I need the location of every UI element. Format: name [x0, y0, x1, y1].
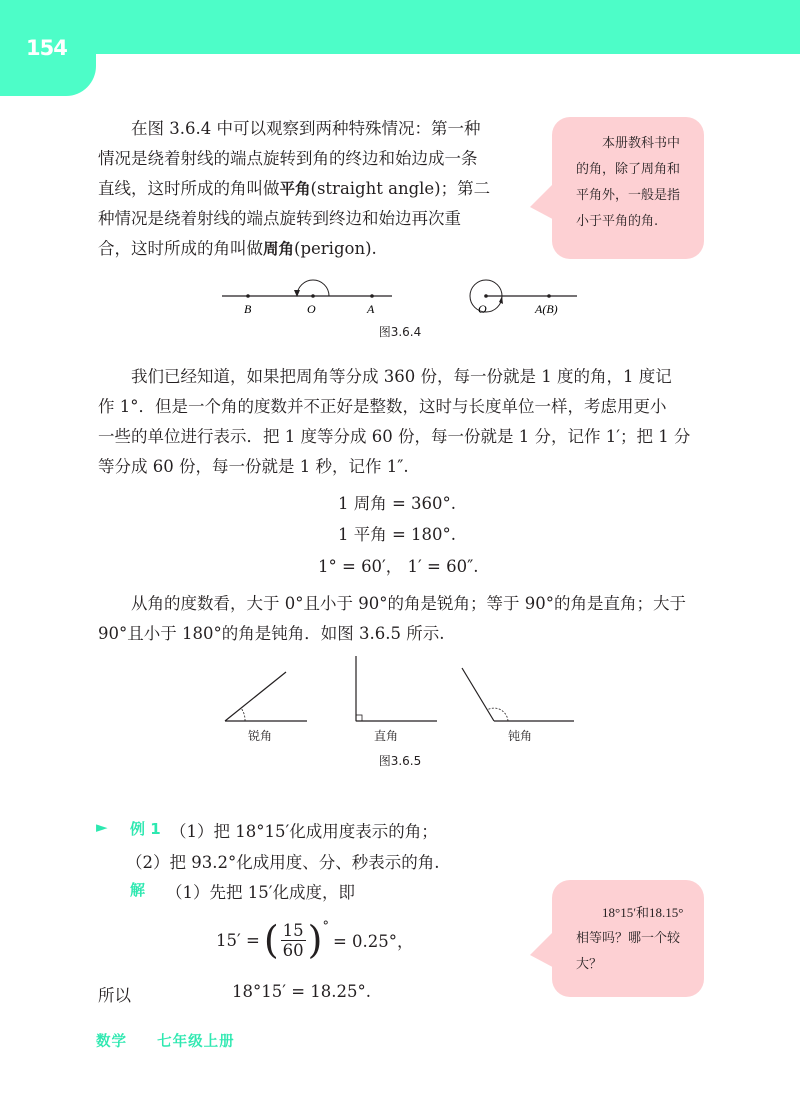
- label-A-B: A(B): [535, 302, 558, 316]
- label-right: 直角: [373, 729, 398, 743]
- example-part-2: （2）把 93.2°化成用度、分、秒表示的角.: [126, 853, 440, 872]
- paragraph-line: 作 1°．但是一个角的度数并不正好是整数，这时与长度单位一样，考虑用更小: [98, 397, 667, 416]
- paragraph-line: 等分成 60 份，每一份就是 1 秒，记作 1″.: [98, 457, 409, 476]
- paragraph-line: 种情况是绕着射线的端点旋转到终边和始边再次重: [98, 209, 461, 228]
- units-paragraph: [98, 362, 690, 482]
- fraction-denominator: 60: [282, 940, 304, 960]
- question-callout: [552, 880, 704, 997]
- paragraph-line: 我们已经知道，如果把周角等分成 360 份，每一份就是 1 度的角，1 度记: [131, 367, 672, 386]
- note-line: 相等吗？哪一个较: [576, 931, 681, 946]
- solution-label: 解: [130, 881, 146, 899]
- paragraph-line: 情况是绕着射线的端点旋转到角的终边和始边成一条: [98, 149, 478, 168]
- header-band: [0, 0, 800, 54]
- example-marker-icon: ►: [96, 818, 108, 836]
- page-number-tab: [0, 0, 96, 96]
- intro-paragraph: [98, 114, 490, 264]
- page-number: 154: [26, 36, 67, 60]
- fraction-numerator: 15: [282, 920, 304, 940]
- paragraph-line: 合，这时所成的角叫做周角(perigon).: [98, 239, 377, 258]
- fraction-equation: 15′ = ( $\frac{15}{60}$ ) ° = 0.25°，: [216, 918, 414, 962]
- label-obtuse: 钝角: [507, 729, 532, 743]
- paragraph-line: 在图 3.6.4 中可以观察到两种特殊情况：第一种: [131, 119, 481, 138]
- classification-paragraph: [98, 589, 686, 649]
- example-label: 例 1: [130, 820, 161, 838]
- equation-perigon: 1 周角 = 360°.: [338, 494, 457, 513]
- margin-note-callout: [552, 117, 704, 259]
- term-straight-angle: 平角: [279, 180, 311, 198]
- note-line: 平角外，一般是指: [576, 188, 681, 203]
- footer-grade: 七年级上册: [157, 1034, 235, 1050]
- therefore-label: 所以: [98, 986, 131, 1005]
- label-O: O: [307, 302, 316, 316]
- term-perigon: 周角: [263, 240, 295, 258]
- equation-straight: 1 平角 = 180°.: [338, 525, 457, 544]
- figure-caption: 图3.6.5: [378, 754, 422, 768]
- equation-minutes-seconds: 1° = 60′， 1′ = 60″.: [318, 557, 479, 576]
- figure-3-6-5: [215, 652, 585, 722]
- paragraph-line: 从角的度数看，大于 0°且小于 90°的角是锐角；等于 90°的角是直角；大于: [131, 594, 686, 613]
- note-line: 大？: [576, 957, 603, 972]
- note-line: 的角，除了周角和: [576, 162, 681, 177]
- paragraph-line: 一些的单位进行表示．把 1 度等分成 60 份，每一份就是 1 分，记作 1′；把 1 分: [98, 427, 691, 446]
- footer-subject: 数学: [96, 1034, 127, 1050]
- label-O: O: [478, 302, 487, 316]
- callout-tail: [530, 177, 560, 223]
- example-part-1: （1）把 18°15′化成用度表示的角；: [170, 822, 438, 841]
- figure-3-6-4: [215, 272, 590, 322]
- paragraph-line: 直线，这时所成的角叫做平角(straight angle)；第二: [98, 179, 491, 198]
- solution-intro: （1）先把 15′化成度，即: [166, 883, 355, 902]
- note-line: 本册教科书中: [602, 136, 681, 151]
- paragraph-line: 90°且小于 180°的角是钝角．如图 3.6.5 所示.: [98, 624, 445, 643]
- note-line: 小于平角的角.: [576, 214, 659, 229]
- figure-caption: 图3.6.4: [378, 325, 422, 339]
- note-line: 18°15′和18.15°: [602, 905, 684, 920]
- callout-tail: [530, 925, 560, 971]
- label-B: B: [244, 302, 252, 316]
- result-equation: 18°15′ = 18.25°.: [232, 982, 372, 1001]
- footer: [96, 1030, 235, 1051]
- label-A: A: [367, 302, 375, 316]
- label-acute: 锐角: [247, 729, 272, 743]
